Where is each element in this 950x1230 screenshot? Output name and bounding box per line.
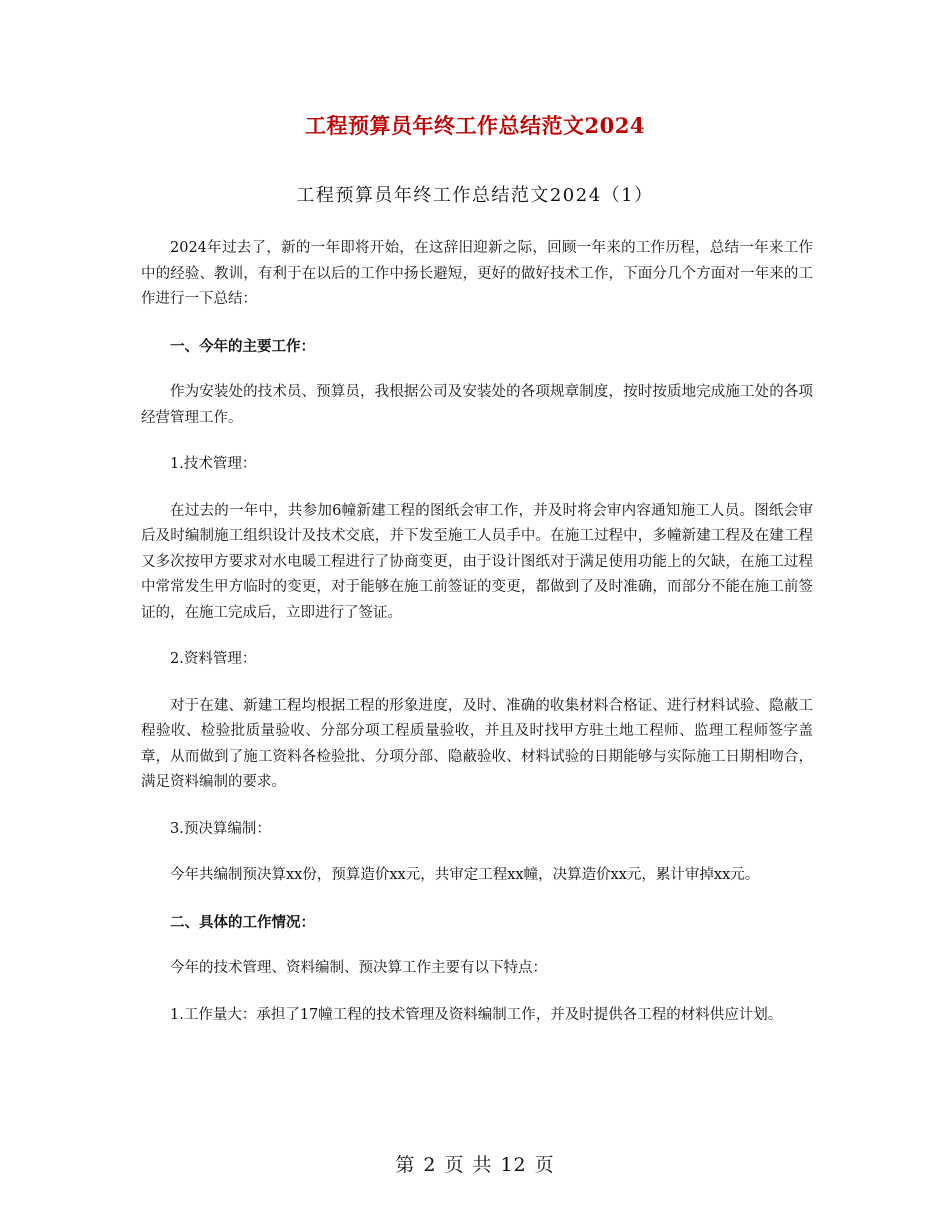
paragraph-role: 作为安装处的技术员、预算员，我根据公司及安装处的各项规章制度，按时按质地完成施工处的各项经营管理工作。 xyxy=(141,384,813,426)
paragraph-budget-preparation: 今年共编制预决算xx份，预算造价xx元，共审定工程xx幢，决算造价xx元，累计审掉xx元。 xyxy=(170,867,760,883)
subheading-budget-preparation: 3.预决算编制： xyxy=(170,820,271,837)
document-body xyxy=(141,236,813,1049)
page-footer xyxy=(0,1150,950,1177)
footer-total-unit: 页 xyxy=(534,1154,555,1176)
paragraph-technical-management: 在过去的一年中，共参加6幢新建工程的图纸会审工作，并及时将会审内容通知施工人员。图纸会审后及时编制施工组织设计及技术交底，并下发至施工人员手中。在施工过程中，多幢新建工程及在建工程又多次按甲方要求对水电暖工程进行了协商变更，由于设计图纸对于满足使用功能上的欠缺，在施工过程中常常发生甲方临时的变更，对于能够在施工前签证的变更，都做到了及时准确，而部分不能在施工前签证的，在施工完成后，立即进行了签证。 xyxy=(141,502,813,621)
paragraph-intro: 2024年过去了，新的一年即将开始，在这辞旧迎新之际，回顾一年来的工作历程，总结一年来工作中的经验、教训，有利于在以后的工作中扬长避短，更好的做好技术工作，下面分几个方面对一年来的工作进行一下总结： xyxy=(141,240,813,307)
subheading-document-management: 2.资料管理： xyxy=(170,651,257,667)
document-title: 工程预算员年终工作总结范文2024 xyxy=(305,113,645,138)
footer-page-unit: 页 xyxy=(444,1154,465,1176)
section-heading-work-details: 二、具体的工作情况： xyxy=(170,913,315,931)
paragraph-features-intro: 今年的技术管理、资料编制、预决算工作主要有以下特点： xyxy=(170,960,547,976)
section-heading-main-work: 一、今年的主要工作： xyxy=(170,337,315,355)
document-subtitle: 工程预算员年终工作总结范文2024（1） xyxy=(296,185,654,206)
footer-total-label: 共 xyxy=(472,1154,493,1176)
footer-page-label: 第 xyxy=(395,1154,416,1176)
paragraph-workload: 1.工作量大：承担了17幢工程的技术管理及资料编制工作，并及时提供各工程的材料供应计划。 xyxy=(170,1006,783,1023)
footer-page-current: 2 xyxy=(423,1154,437,1176)
footer-page-total: 12 xyxy=(500,1154,527,1176)
paragraph-document-management: 对于在建、新建工程均根据工程的形象进度，及时、准确的收集材料合格证、进行材料试验、隐蔽工程验收、检验批质量验收、分部分项工程质量验收，并且及时找甲方驻土地工程师、监理工程师签字盖章，从而做到了施工资料各检验批、分项分部、隐蔽验收、材料试验的日期能够与实际施工日期相吻合，满足资料编制的要求。 xyxy=(141,697,813,790)
subheading-technical-management: 1.技术管理： xyxy=(170,456,257,472)
